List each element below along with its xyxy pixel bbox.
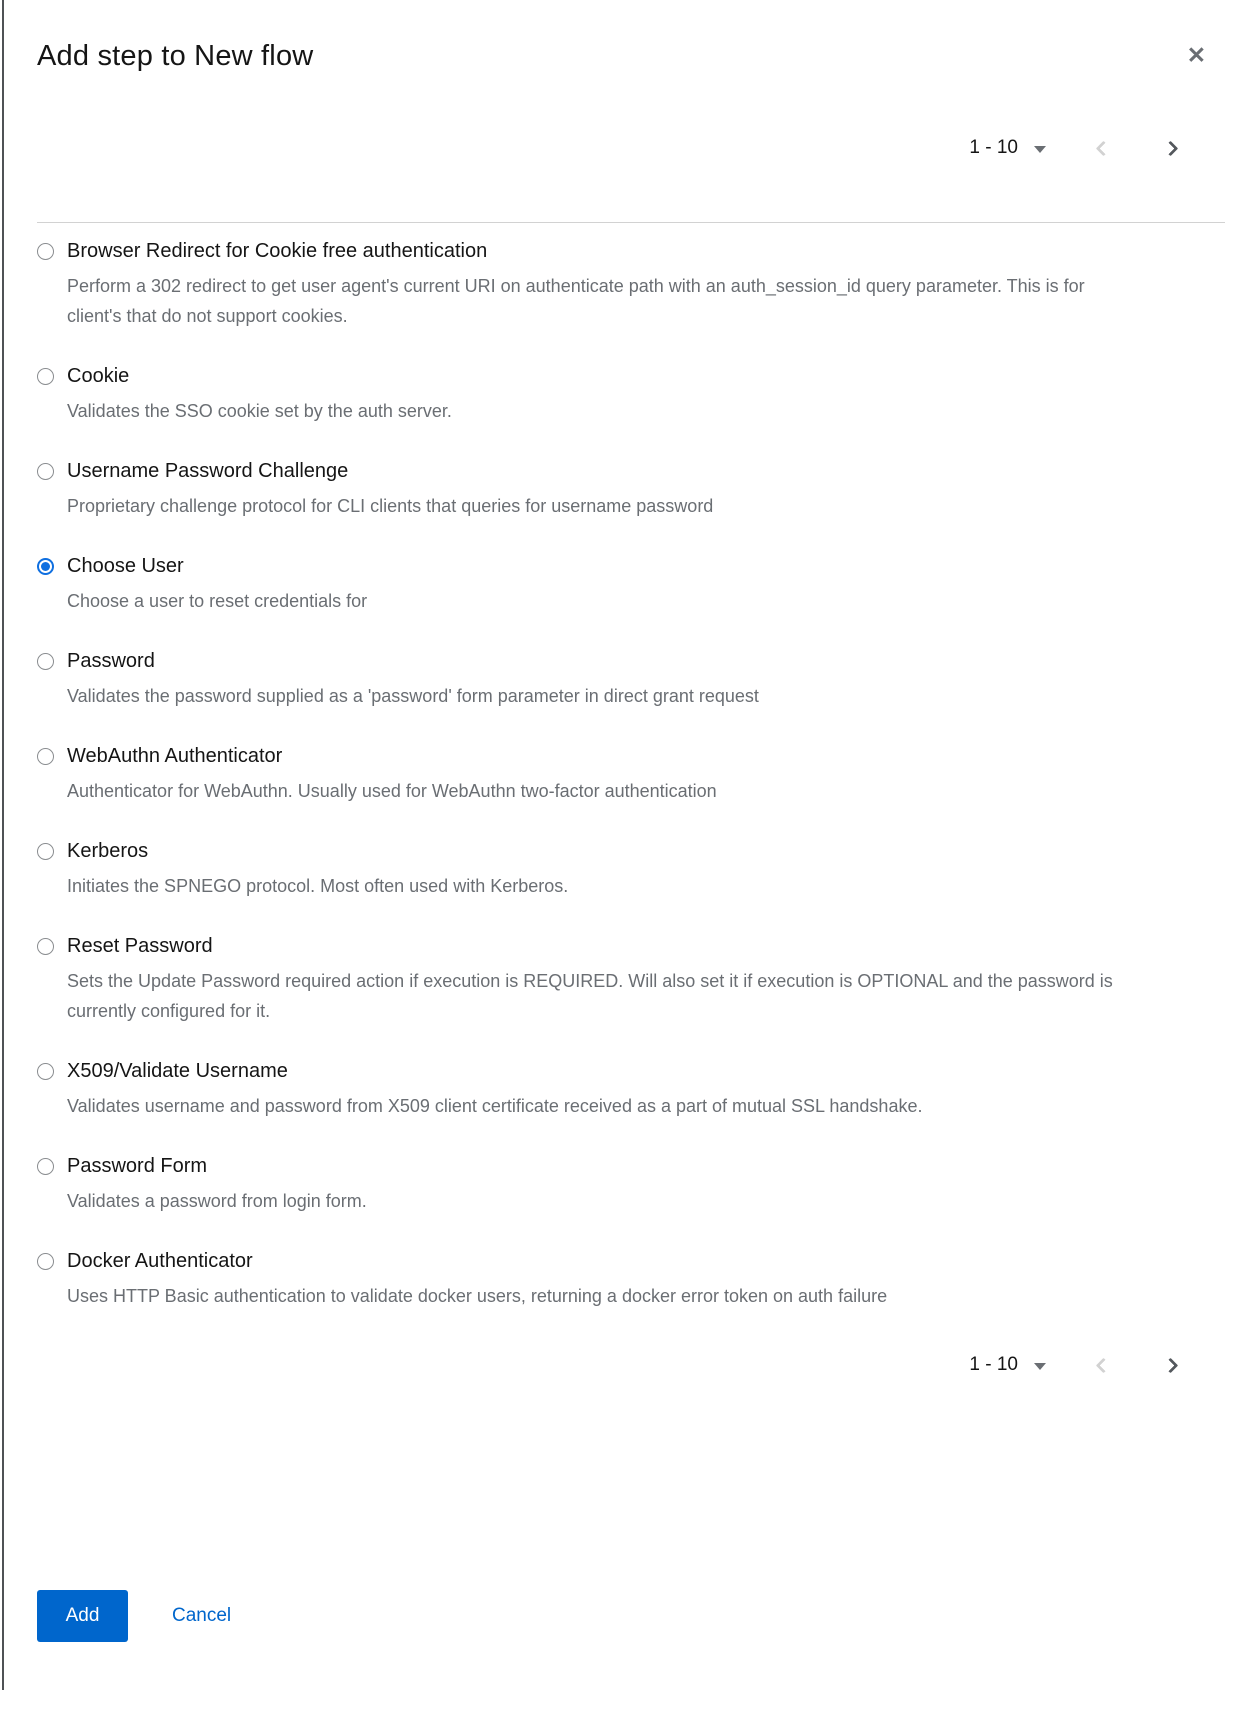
step-description: Uses HTTP Basic authentication to validate docker users, returning a docker error token on auth failure bbox=[67, 1286, 888, 1306]
prev-page-button[interactable] bbox=[1092, 1354, 1115, 1377]
close-button[interactable] bbox=[1183, 40, 1210, 71]
radio-icon[interactable] bbox=[37, 243, 54, 260]
pagination-range-toggle[interactable] bbox=[969, 137, 1046, 159]
step-option bbox=[37, 237, 1225, 331]
next-page-button[interactable] bbox=[1159, 1354, 1182, 1377]
angle-left-icon bbox=[1096, 1357, 1112, 1373]
angle-right-icon bbox=[1163, 140, 1179, 156]
step-description: Validates a password from login form. bbox=[67, 1191, 367, 1211]
step-option-row[interactable] bbox=[37, 837, 1225, 865]
step-option bbox=[37, 362, 1225, 426]
step-label[interactable]: Password bbox=[67, 650, 155, 672]
pagination-range-label: 1 - 10 bbox=[969, 137, 1018, 158]
angle-right-icon bbox=[1163, 1357, 1179, 1373]
step-description: Perform a 302 redirect to get user agent's current URI on authenticate path with an auth_session_id query parameter. This is for client's that do not support cookies. bbox=[67, 276, 1085, 326]
step-label[interactable]: Password Form bbox=[67, 1155, 208, 1177]
step-option bbox=[37, 837, 1225, 901]
step-label[interactable]: Browser Redirect for Cookie free authentication bbox=[67, 240, 488, 262]
next-page-button[interactable] bbox=[1159, 137, 1182, 160]
step-description: Validates the SSO cookie set by the auth server. bbox=[67, 401, 452, 421]
add-button[interactable]: Add bbox=[37, 1590, 128, 1642]
step-label[interactable]: Docker Authenticator bbox=[67, 1250, 253, 1272]
step-label[interactable]: Choose User bbox=[67, 555, 184, 577]
modal-header bbox=[37, 0, 1225, 76]
step-option bbox=[37, 552, 1225, 616]
step-description: Choose a user to reset credentials for bbox=[67, 591, 368, 611]
pagination-range-toggle[interactable] bbox=[969, 1354, 1046, 1376]
step-option-row[interactable] bbox=[37, 1247, 1225, 1275]
step-description: Proprietary challenge protocol for CLI clients that queries for username password bbox=[67, 496, 714, 516]
cancel-button[interactable]: Cancel bbox=[172, 1605, 232, 1626]
step-option-row[interactable] bbox=[37, 552, 1225, 580]
step-option bbox=[37, 1152, 1225, 1216]
step-description: Validates the password supplied as a 'password' form parameter in direct grant request bbox=[67, 686, 759, 706]
step-option-row[interactable] bbox=[37, 457, 1225, 485]
step-list bbox=[37, 223, 1225, 1311]
step-label[interactable]: X509/Validate Username bbox=[67, 1060, 288, 1082]
modal-footer bbox=[37, 1590, 1225, 1642]
step-option bbox=[37, 457, 1225, 521]
radio-icon[interactable] bbox=[37, 1158, 54, 1175]
step-description: Validates username and password from X509 client certificate received as a part of mutual SSL handshake. bbox=[67, 1096, 923, 1116]
step-description: Initiates the SPNEGO protocol. Most often used with Kerberos. bbox=[67, 876, 569, 896]
step-label[interactable]: WebAuthn Authenticator bbox=[67, 745, 283, 767]
close-icon: ✕ bbox=[1186, 42, 1206, 68]
step-option-row[interactable] bbox=[37, 237, 1225, 265]
radio-icon[interactable] bbox=[37, 463, 54, 480]
radio-icon[interactable] bbox=[37, 843, 54, 860]
step-option-row[interactable] bbox=[37, 742, 1225, 770]
step-option bbox=[37, 1247, 1225, 1311]
step-label[interactable]: Kerberos bbox=[67, 840, 149, 862]
pagination-range-label: 1 - 10 bbox=[969, 1354, 1018, 1375]
pagination-bottom bbox=[37, 1345, 1225, 1385]
step-option bbox=[37, 1057, 1225, 1121]
radio-icon[interactable] bbox=[37, 1253, 54, 1270]
step-description: Sets the Update Password required action if execution is REQUIRED. Will also set it if execution is OPTIONAL and the password is currently configured for it. bbox=[67, 971, 1113, 1021]
step-description: Authenticator for WebAuthn. Usually used for WebAuthn two-factor authentication bbox=[67, 781, 717, 801]
step-option-row[interactable] bbox=[37, 932, 1225, 960]
pagination-top bbox=[37, 128, 1225, 168]
angle-left-icon bbox=[1096, 140, 1112, 156]
step-label[interactable]: Reset Password bbox=[67, 935, 213, 957]
radio-icon[interactable] bbox=[37, 653, 54, 670]
radio-icon[interactable] bbox=[37, 938, 54, 955]
step-option-row[interactable] bbox=[37, 362, 1225, 390]
step-option-row[interactable] bbox=[37, 1152, 1225, 1180]
radio-selected-icon[interactable] bbox=[37, 558, 54, 575]
step-option bbox=[37, 932, 1225, 1026]
radio-icon[interactable] bbox=[37, 1063, 54, 1080]
prev-page-button[interactable] bbox=[1092, 137, 1115, 160]
step-label[interactable]: Cookie bbox=[67, 365, 130, 387]
step-label[interactable]: Username Password Challenge bbox=[67, 460, 349, 482]
radio-icon[interactable] bbox=[37, 368, 54, 385]
step-option bbox=[37, 742, 1225, 806]
step-option-row[interactable] bbox=[37, 647, 1225, 675]
step-option-row[interactable] bbox=[37, 1057, 1225, 1085]
caret-down-icon bbox=[1034, 1363, 1046, 1370]
step-option bbox=[37, 647, 1225, 711]
caret-down-icon bbox=[1034, 146, 1046, 153]
radio-icon[interactable] bbox=[37, 748, 54, 765]
modal-left-edge bbox=[2, 0, 4, 1690]
modal-title: Add step to New flow bbox=[37, 40, 314, 72]
